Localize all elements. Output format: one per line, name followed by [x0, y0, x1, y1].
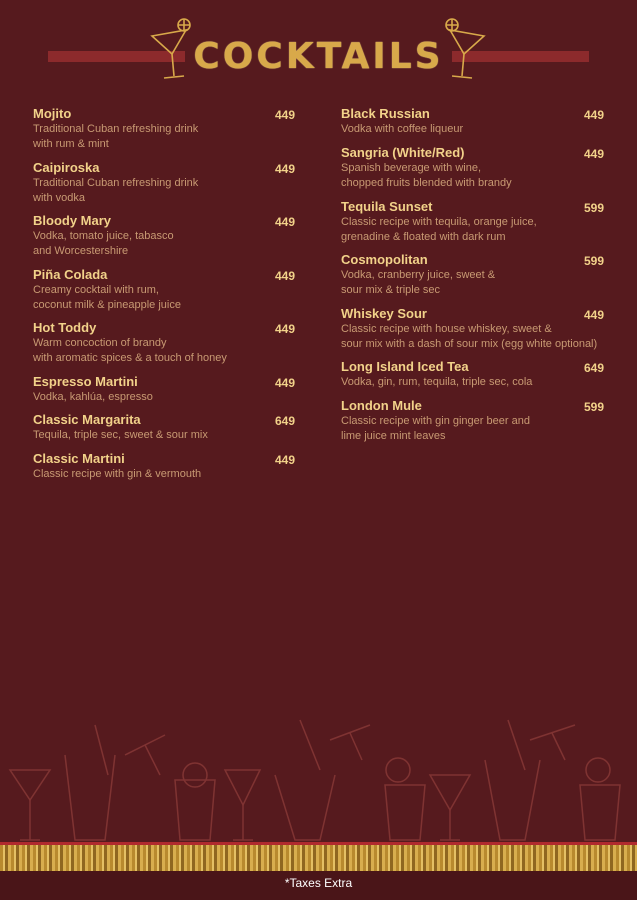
menu-item-name: Cosmopolitan [341, 252, 428, 267]
menu-item-price: 449 [583, 147, 604, 161]
menu-item-price: 449 [274, 322, 295, 336]
cocktail-glasses-decoration [0, 715, 637, 845]
gold-glitter-band [0, 845, 637, 871]
menu-item [341, 199, 604, 245]
menu-item-description: Classic recipe with gin ginger beer and lime juice mint leaves [341, 415, 530, 442]
taxes-note: *Taxes Extra [284, 876, 353, 890]
menu-item-price: 449 [583, 108, 604, 122]
menu-item-price: 449 [274, 453, 295, 467]
menu-item-name: Piña Colada [33, 267, 108, 282]
menu-item [341, 145, 604, 191]
menu-item-price: 649 [274, 414, 295, 428]
menu-item [341, 252, 604, 298]
menu-item-price: 449 [274, 215, 295, 229]
menu-item-name: Caipiroska [33, 160, 100, 175]
menu-item [33, 267, 295, 313]
menu-item-description: Vodka, cranberry juice, sweet & sour mix & triple sec [341, 269, 496, 296]
menu-item-price: 599 [583, 400, 604, 414]
menu-item-name: Mojito [33, 106, 72, 121]
menu-item [33, 374, 295, 405]
menu-item [33, 412, 295, 443]
menu-item-price: 449 [274, 162, 295, 176]
menu-item-description: Traditional Cuban refreshing drink with rum & mint [33, 123, 199, 150]
menu-item-description: Spanish beverage with wine, chopped fruits blended with brandy [341, 162, 512, 189]
menu-item-price: 449 [274, 376, 295, 390]
menu-item-name: London Mule [341, 398, 422, 413]
menu-item [341, 106, 604, 137]
menu-item-description: Vodka with coffee liqueur [341, 123, 464, 135]
menu-item-description: Classic recipe with tequila, orange juice, grenadine & floated with dark rum [341, 216, 537, 243]
menu-item-name: Bloody Mary [33, 213, 112, 228]
menu-item-description: Classic recipe with house whiskey, sweet & sour mix with a dash of sour mix (egg white optional) [341, 323, 598, 350]
menu-item-name: Sangria (White/Red) [341, 145, 465, 160]
menu-item-price: 449 [274, 108, 295, 122]
menu-item-description: Classic recipe with gin & vermouth [33, 468, 202, 480]
menu-item-description: Warm concoction of brandy with aromatic spices & a touch of honey [33, 337, 227, 364]
menu-item-name: Black Russian [341, 106, 430, 121]
menu-item-name: Hot Toddy [33, 320, 97, 335]
menu-item-description: Tequila, triple sec, sweet & sour mix [33, 429, 208, 441]
menu-item-price: 649 [583, 361, 604, 375]
menu-item-description: Vodka, gin, rum, tequila, triple sec, cola [341, 376, 533, 388]
menu-item [33, 213, 295, 259]
menu-item [33, 106, 295, 152]
menu-item [341, 398, 604, 444]
menu-item [33, 451, 295, 482]
menu-item-price: 449 [583, 308, 604, 322]
menu-item-price: 599 [583, 254, 604, 268]
menu-item-name: Classic Martini [33, 451, 125, 466]
menu-item-description: Vodka, tomato juice, tabasco and Worcestershire [33, 230, 174, 257]
menu-item [33, 320, 295, 366]
page-title [0, 36, 637, 77]
page-title-text: COCKTAILS [185, 36, 451, 77]
menu-item [33, 160, 295, 206]
menu-item-description: Traditional Cuban refreshing drink with vodka [33, 177, 199, 204]
menu-item-name: Long Island Iced Tea [341, 359, 469, 374]
menu-item [341, 359, 604, 390]
menu-item-name: Tequila Sunset [341, 199, 433, 214]
menu-item [341, 306, 604, 352]
menu-item-description: Vodka, kahlúa, espresso [33, 391, 153, 403]
menu-item-price: 449 [274, 269, 295, 283]
menu-item-price: 599 [583, 201, 604, 215]
menu-item-name: Whiskey Sour [341, 306, 427, 321]
menu-item-name: Classic Margarita [33, 412, 141, 427]
menu-item-description: Creamy cocktail with rum, coconut milk & pineapple juice [33, 284, 181, 311]
menu-item-name: Espresso Martini [33, 374, 138, 389]
